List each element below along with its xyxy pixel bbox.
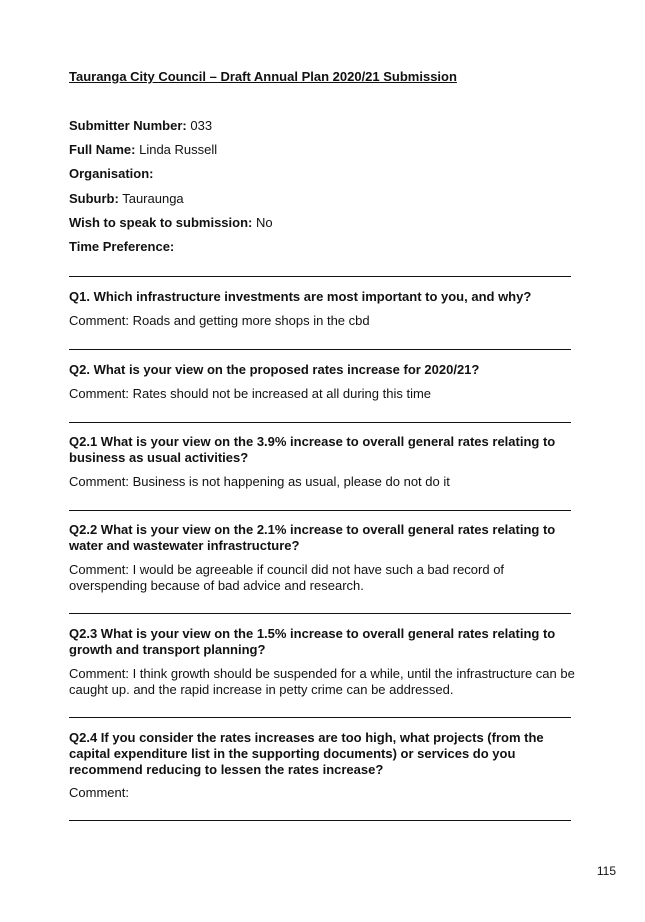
submitter-number-row: [69, 118, 212, 133]
divider: [69, 820, 571, 821]
full-name-label: Full Name:: [69, 142, 136, 157]
divider: [69, 349, 571, 350]
speak-to-submission-label: Wish to speak to submission:: [69, 215, 253, 230]
suburb-label: Suburb:: [69, 191, 119, 206]
full-name-value: Linda Russell: [139, 142, 218, 157]
time-preference-label: Time Preference:: [69, 239, 175, 254]
organisation-label: Organisation:: [69, 166, 154, 181]
question-q1: Q1. Which infrastructure investments are most important to you, and why?: [69, 289, 532, 304]
divider: [69, 613, 571, 614]
organisation-row: [69, 166, 154, 181]
time-preference-row: [69, 239, 174, 254]
page-number: 115: [596, 864, 616, 878]
comment-q2: Comment: Rates should not be increased at all during this time: [69, 386, 432, 401]
divider: [69, 510, 571, 511]
speak-to-submission-row: [69, 215, 273, 230]
comment-q1: Comment: Roads and getting more shops in the cbd: [69, 313, 370, 328]
page-title: Tauranga City Council – Draft Annual Plan 2020/21 Submission: [69, 69, 457, 84]
divider: [69, 276, 571, 277]
question-q2-3: Q2.3 What is your view on the 1.5% increase to overall general rates relating to growth and transport planning?: [69, 626, 556, 657]
suburb-value: Taurаunga: [122, 191, 184, 206]
question-q2-1: Q2.1 What is your view on the 3.9% increase to overall general rates relating to business as usual activities?: [69, 434, 556, 465]
full-name-row: [69, 142, 217, 157]
question-q2-4: Q2.4 If you consider the rates increases are too high, what projects (from the capital expenditure list in the supporting documents) or services do you recommend reducing to lessen the rates increase?: [69, 730, 544, 777]
speak-to-submission-value: No: [255, 215, 273, 230]
divider: [69, 717, 571, 718]
submitter-number-label: Submitter Number:: [69, 118, 187, 133]
divider: [69, 422, 571, 423]
comment-q2-1: Comment: Business is not happening as usual, please do not do it: [69, 474, 450, 489]
suburb-row: [69, 191, 184, 206]
submitter-number-value: 033: [190, 118, 213, 133]
comment-q2-2: Comment: I would be agreeable if council did not have such a bad record of overspending because of bad advice and research.: [69, 562, 505, 593]
comment-q2-3: Comment: I think growth should be suspended for a while, until the infrastructure can be caught up. and the rapid increase in petty crime can be addressed.: [69, 666, 575, 697]
question-q2: Q2. What is your view on the proposed rates increase for 2020/21?: [69, 362, 480, 377]
comment-q2-4: Comment:: [69, 785, 129, 800]
question-q2-2: Q2.2 What is your view on the 2.1% increase to overall general rates relating to water and wastewater infrastructure?: [69, 522, 556, 553]
